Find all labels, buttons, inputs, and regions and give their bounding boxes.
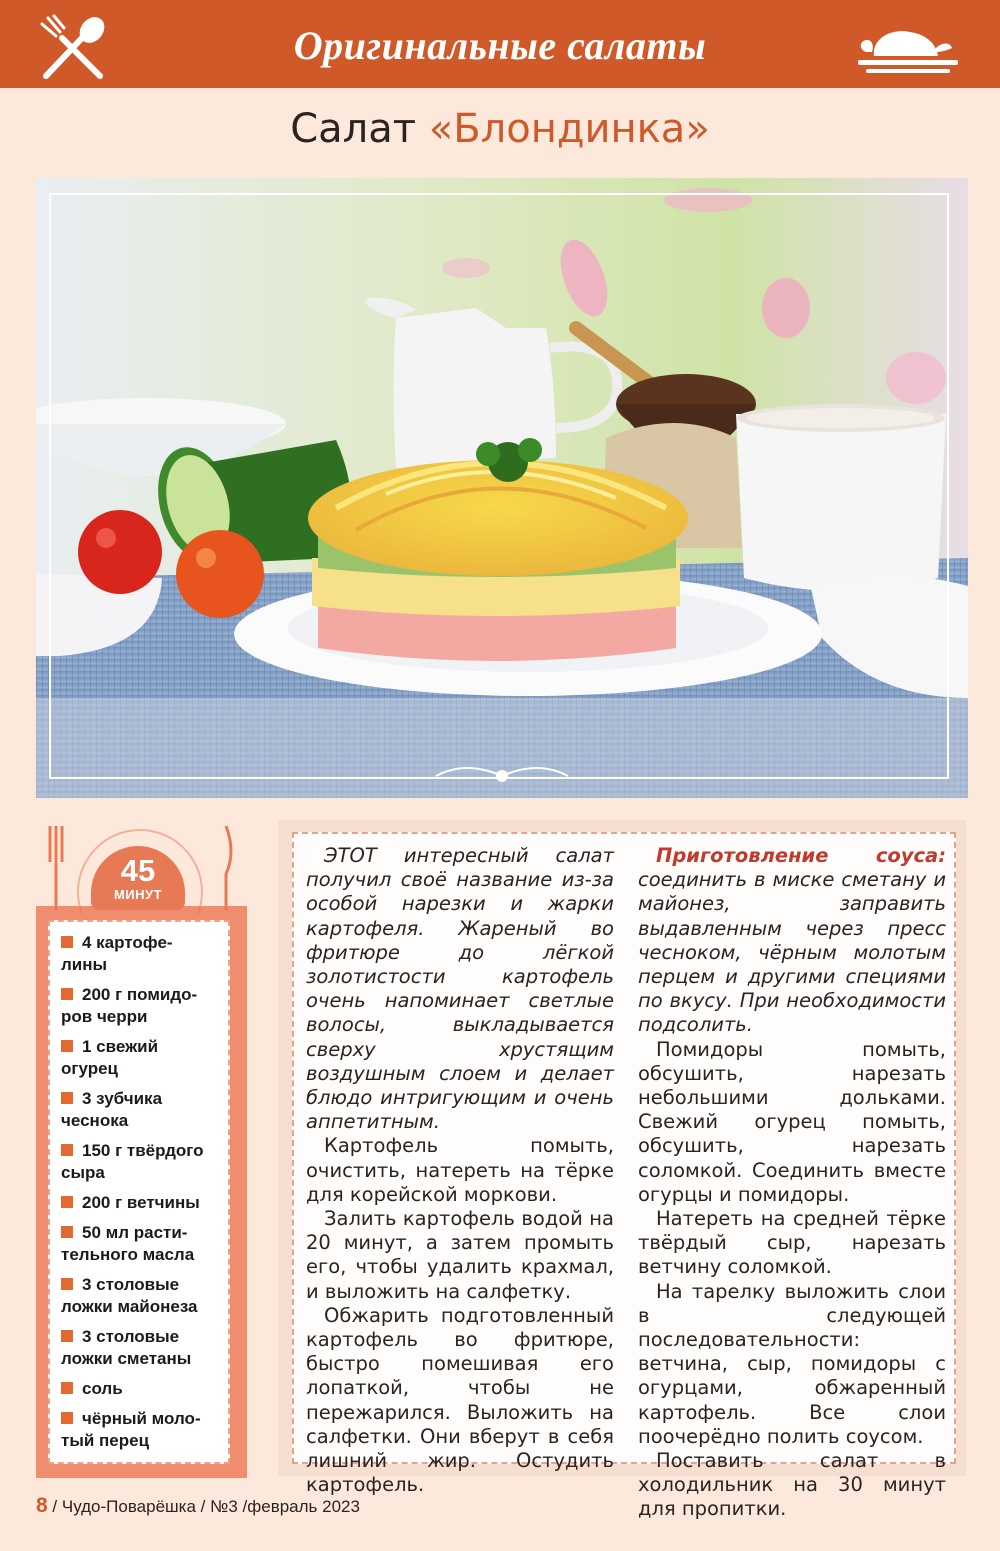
- ingredient-text: ложки майонеза: [61, 1297, 198, 1316]
- ingredient-text: ров черри: [61, 1007, 148, 1026]
- ingredient-text: 200 г ветчины: [82, 1193, 200, 1212]
- ingredient-text: 3 зубчика: [82, 1089, 163, 1108]
- ingredient-text: тельного масла: [61, 1245, 195, 1264]
- recipe-title-accent: «Блондинка»: [428, 106, 710, 152]
- ingredients-list-box: [48, 920, 230, 1464]
- instructions-column-right: [638, 844, 946, 1522]
- recipe-title-plain: Салат: [290, 106, 429, 152]
- instructions-box: [292, 832, 956, 1521]
- ingredient-item: [61, 1140, 228, 1184]
- ingredient-text: лины: [61, 955, 108, 974]
- section-header: [0, 0, 1000, 88]
- ingredient-item: [61, 1088, 228, 1132]
- bullet-icon: [61, 1412, 73, 1424]
- ingredient-text: соль: [82, 1379, 123, 1398]
- bullet-icon: [61, 1040, 73, 1052]
- page-number: 8: [36, 1494, 48, 1517]
- ingredient-item: [61, 1378, 228, 1400]
- ingredient-text: 3 столовые: [82, 1327, 180, 1346]
- cooking-time-value: 45: [120, 853, 156, 888]
- section-title: Оригинальные салаты: [293, 23, 707, 68]
- step-paragraph: Натереть на средней тёрке твёрдый сыр, нарезать ветчину соломкой.: [638, 1207, 946, 1279]
- roast-dish-icon: [852, 22, 962, 78]
- bullet-icon: [61, 1196, 73, 1208]
- bullet-icon: [61, 988, 73, 1000]
- page-footer: [36, 1494, 360, 1518]
- ingredient-text: тый перец: [61, 1431, 150, 1450]
- cooking-time-unit: МИНУТ: [113, 887, 163, 902]
- ingredient-text: 150 г твёрдого: [82, 1141, 204, 1160]
- footer-text: / Чудо-Поварёшка / №3 /февраль 2023: [47, 1497, 360, 1516]
- cooking-time-badge: [91, 846, 185, 910]
- bullet-icon: [61, 1226, 73, 1238]
- ingredient-item: [61, 1274, 228, 1318]
- ingredient-item: [61, 1408, 228, 1452]
- step-paragraph: Картофель помыть, очистить, натереть на тёрке для корейской моркови.: [306, 1134, 614, 1206]
- bullet-icon: [61, 1092, 73, 1104]
- ingredient-text: 1 свежий: [82, 1037, 159, 1056]
- step-paragraph: Помидоры помыть, обсушить, нарезать небольшими дольками. Свежий огурец помыть, обсушить, нарезать соломкой. Соединить вместе огурцы и помидоры.: [638, 1037, 946, 1206]
- ingredient-text: огурец: [61, 1059, 118, 1078]
- bullet-icon: [61, 1382, 73, 1394]
- ingredient-text: 3 столовые: [82, 1275, 180, 1294]
- bullet-icon: [61, 1278, 73, 1290]
- bullet-icon: [61, 936, 73, 948]
- sauce-paragraph: [638, 844, 946, 1038]
- sauce-label: Приготовление соуса:: [656, 844, 946, 867]
- ingredient-text: чеснока: [61, 1111, 129, 1130]
- intro-paragraph: ЭТОТ интересный салат получил своё название из-за особой нарезки и жарки картофеля. Жареный во фритюре до лёгкой золотистости картофель очень напоминает светлые волосы, выкладывается сверху хрустящим воздушным слоем и делает блюдо интригующим и очень аппетитным.: [306, 844, 614, 1134]
- ingredient-item: [61, 984, 228, 1028]
- salad-photo: [36, 178, 968, 798]
- ingredient-text: сыра: [61, 1163, 105, 1182]
- ingredient-item: [61, 932, 228, 976]
- recipe-title: [0, 106, 1000, 152]
- ingredient-item: [61, 1326, 228, 1370]
- ingredient-item: [61, 1222, 228, 1266]
- ingredient-item: [61, 1036, 228, 1080]
- ingredient-item: [61, 1192, 228, 1214]
- instructions-column-left: [306, 844, 614, 1497]
- ingredients-list: [50, 922, 228, 1452]
- step-paragraph: Залить картофель водой на 20 минут, а затем промыть его, чтобы удалить крахмал, и выложить на салфетку.: [306, 1207, 614, 1303]
- step-paragraph: Поставить салат в холодильник на 30 минут для пропитки.: [638, 1449, 946, 1521]
- bullet-icon: [61, 1330, 73, 1342]
- ingredient-text: 200 г помидо-: [82, 985, 198, 1004]
- bullet-icon: [61, 1144, 73, 1156]
- step-paragraph: Обжарить подготовленный картофель во фритюре, быстро помешивая его лопаткой, чтобы не пережарился. Выложить на салфетки. Они вберут в себя лишний жир. Остудить картофель.: [306, 1303, 614, 1497]
- sauce-text: соединить в миске сметану и майонез, заправить выдавленным через пресс чесноком, чёрным молотым перцем и другими специями по вкусу. При необходимости подсолить.: [638, 868, 946, 1037]
- ingredient-text: 50 мл расти-: [82, 1223, 188, 1242]
- ingredient-text: ложки сметаны: [61, 1349, 192, 1368]
- ingredient-text: 4 картофе-: [82, 933, 173, 952]
- step-paragraph: На тарелку выложить слои в следующей последовательности: ветчина, сыр, помидоры с огурцами, обжаренный картофель. Все слои поочерёдно полить соусом.: [638, 1279, 946, 1448]
- ingredient-text: чёрный моло-: [82, 1409, 201, 1428]
